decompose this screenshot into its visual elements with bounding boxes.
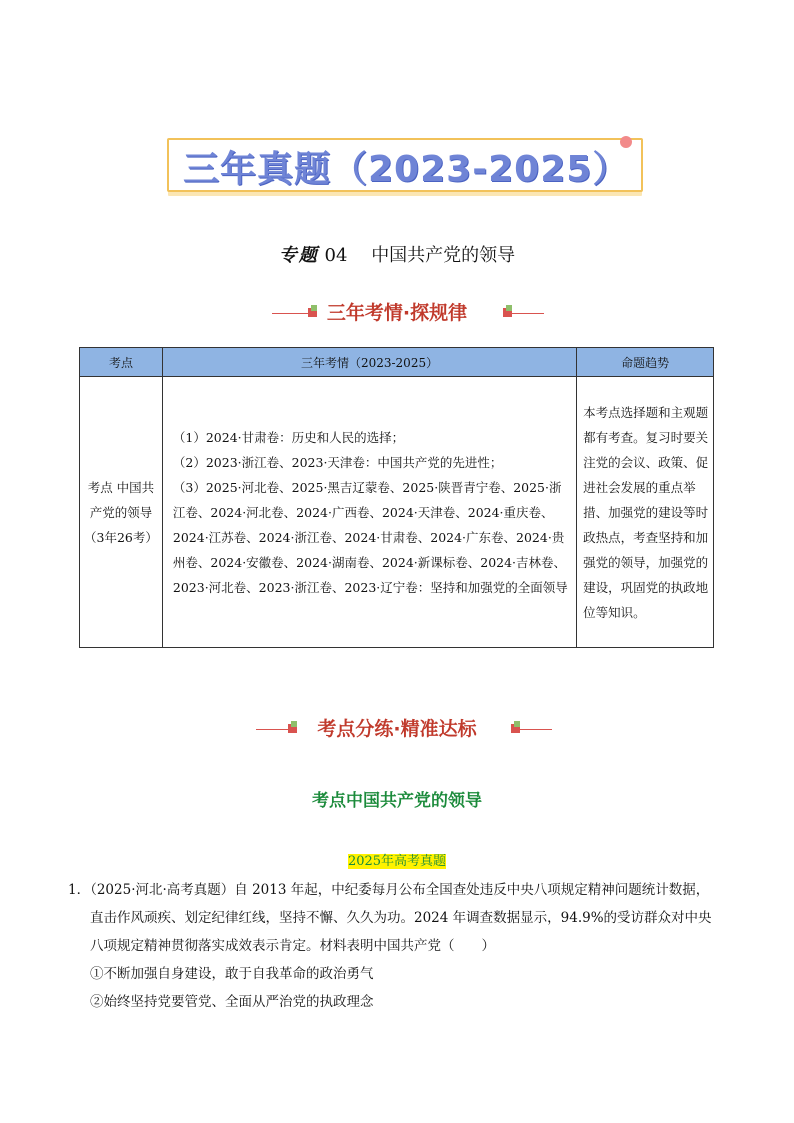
question-1 <box>68 876 733 1016</box>
year-tag-year: 2025 <box>347 854 382 869</box>
table-header-years: 三年考情（2023-2025） <box>162 348 576 377</box>
year-tag <box>0 850 794 869</box>
table-header-trend: 命题趋势 <box>577 348 714 377</box>
exam-trend-table <box>79 347 714 648</box>
year-tag-label: 年高考真题 <box>381 854 447 869</box>
banner-title: 三年真题（2023-2025） <box>183 149 630 190</box>
years-item: （1）2024·甘肃卷：历史和人民的选择； <box>172 429 405 445</box>
table-cell-years <box>162 377 576 648</box>
table-row <box>80 377 714 648</box>
question-line: 八项规定精神贯彻落实成效表示肯定。材料表明中国共产党（ ） <box>90 938 495 954</box>
table-header-point: 考点 <box>80 348 163 377</box>
subject-name: 中国共产党的领导 <box>371 245 516 266</box>
years-item: （3）2025·河北卷、2025·黑吉辽蒙卷、2025·陕晋青宁卷、2025·浙江卷、2024·河北卷、2024·广西卷、2024·天津卷、2024·重庆卷、2024·江苏卷、2024·浙江卷、2024·甘肃卷、2024·广东卷、2024·贵州卷、2024·安徽卷、2024·湖南卷、2024·新课标卷、2024·吉林卷、2023·河北卷、2023·浙江卷、2023·辽宁卷：坚持和加强党的全面领导 <box>172 479 568 595</box>
section-header-trends <box>0 298 794 328</box>
subject-title <box>0 241 794 267</box>
section-title-practice: 考点分练·精准达标 <box>317 718 477 740</box>
question-line: 1．（2025·河北·高考真题）自 2013 年起，中纪委每月公布全国查处违反中央八项规定精神问题统计数据， <box>68 882 710 898</box>
table-cell-point: 考点 中国共产党的领导（3年26考） <box>80 377 163 648</box>
subject-number: 04 <box>324 245 348 266</box>
header-line-right <box>510 313 544 314</box>
table-header-row <box>80 348 714 377</box>
question-option: ①不断加强自身建设，敢于自我革命的政治勇气 <box>90 966 374 982</box>
topic-title: 考点中国共产党的领导 <box>312 791 482 811</box>
subject-prefix: 专题 <box>278 245 319 266</box>
question-line: 直击作风顽疾、划定纪律红线，坚持不懈、久久为功。2024 年调查数据显示，94.9%的受访群众对中央 <box>90 910 712 926</box>
section-title-trends: 三年考情·探规律 <box>326 302 468 324</box>
banner-dot-decoration <box>620 136 632 148</box>
header-line-right <box>518 729 552 730</box>
table-cell-trend: 本考点选择题和主观题都有考查。复习时要关注党的会议、政策、促进社会发展的重点举措、加强党的建设等时政热点，考查坚持和加强党的领导，加强党的建设，巩固党的执政地位等知识。 <box>577 377 714 648</box>
question-option: ②始终坚持党要管党、全面从严治党的执政理念 <box>90 994 374 1010</box>
section-header-practice <box>0 714 794 744</box>
title-banner <box>167 138 642 194</box>
years-item: （2）2023·浙江卷、2023·天津卷：中国共产党的先进性； <box>172 454 503 470</box>
